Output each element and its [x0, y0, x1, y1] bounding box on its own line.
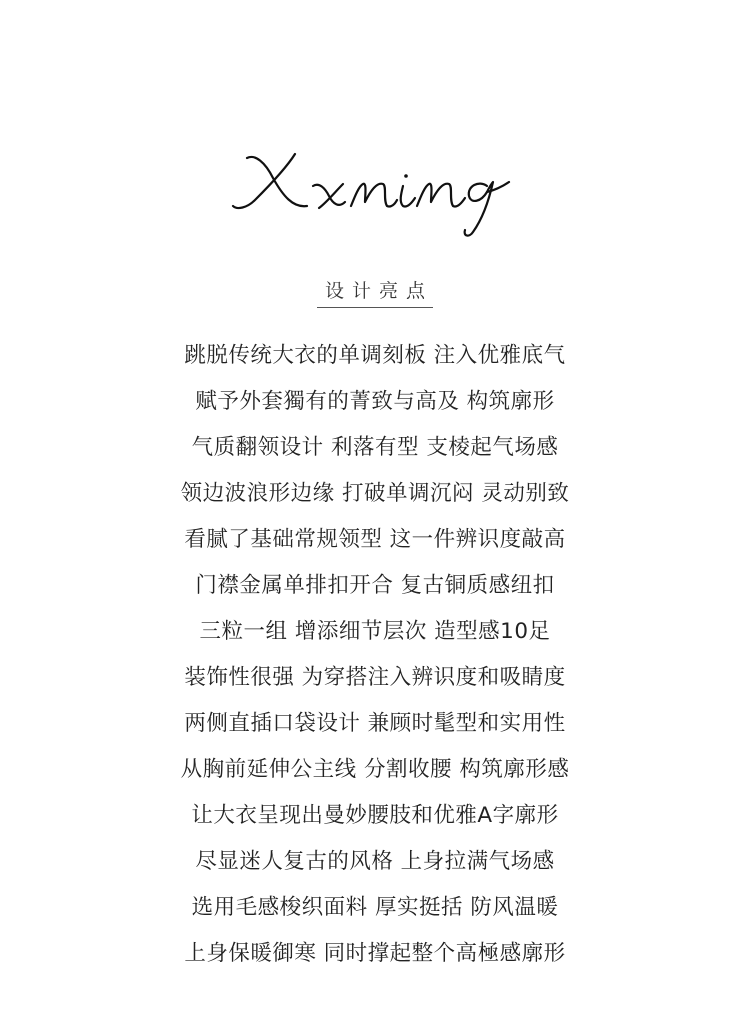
description-lines [0, 338, 750, 982]
brand-logo [0, 140, 750, 240]
description-line: 看腻了基础常规领型 这一件辨识度敲高 [184, 527, 566, 552]
description-line: 跳脱传统大衣的单调刻板 注入优雅底气 [184, 343, 566, 368]
description-line: 尽显迷人复古的风格 上身拉满气场感 [195, 849, 555, 874]
description-line: 两侧直插口袋设计 兼顾时髦型和实用性 [184, 711, 566, 736]
section-title [0, 276, 750, 308]
description-line: 让大衣呈现出曼妙腰肢和优雅A字廓形 [191, 803, 559, 828]
description-line: 门襟金属单排扣开合 复古铜质感纽扣 [195, 573, 555, 598]
description-line: 三粒一组 增添细节层次 造型感10足 [199, 619, 551, 644]
description-line: 上身保暖御寒 同时撑起整个高極感廓形 [184, 941, 566, 966]
description-line: 气质翻领设计 利落有型 支棱起气场感 [191, 435, 559, 460]
description-line: 装饰性很强 为穿搭注入辨识度和吸睛度 [184, 665, 566, 690]
description-line: 领边波浪形边缘 打破单调沉闷 灵动别致 [180, 481, 570, 506]
description-line: 选用毛感梭织面料 厚实挺括 防风温暖 [191, 895, 559, 920]
xxning-script-logo [225, 140, 525, 240]
section-title-text: 设计亮点 [317, 276, 433, 308]
description-line: 赋予外套獨有的菁致与高及 构筑廓形 [195, 389, 555, 414]
description-line: 从胸前延伸公主线 分割收腰 构筑廓形感 [180, 757, 570, 782]
